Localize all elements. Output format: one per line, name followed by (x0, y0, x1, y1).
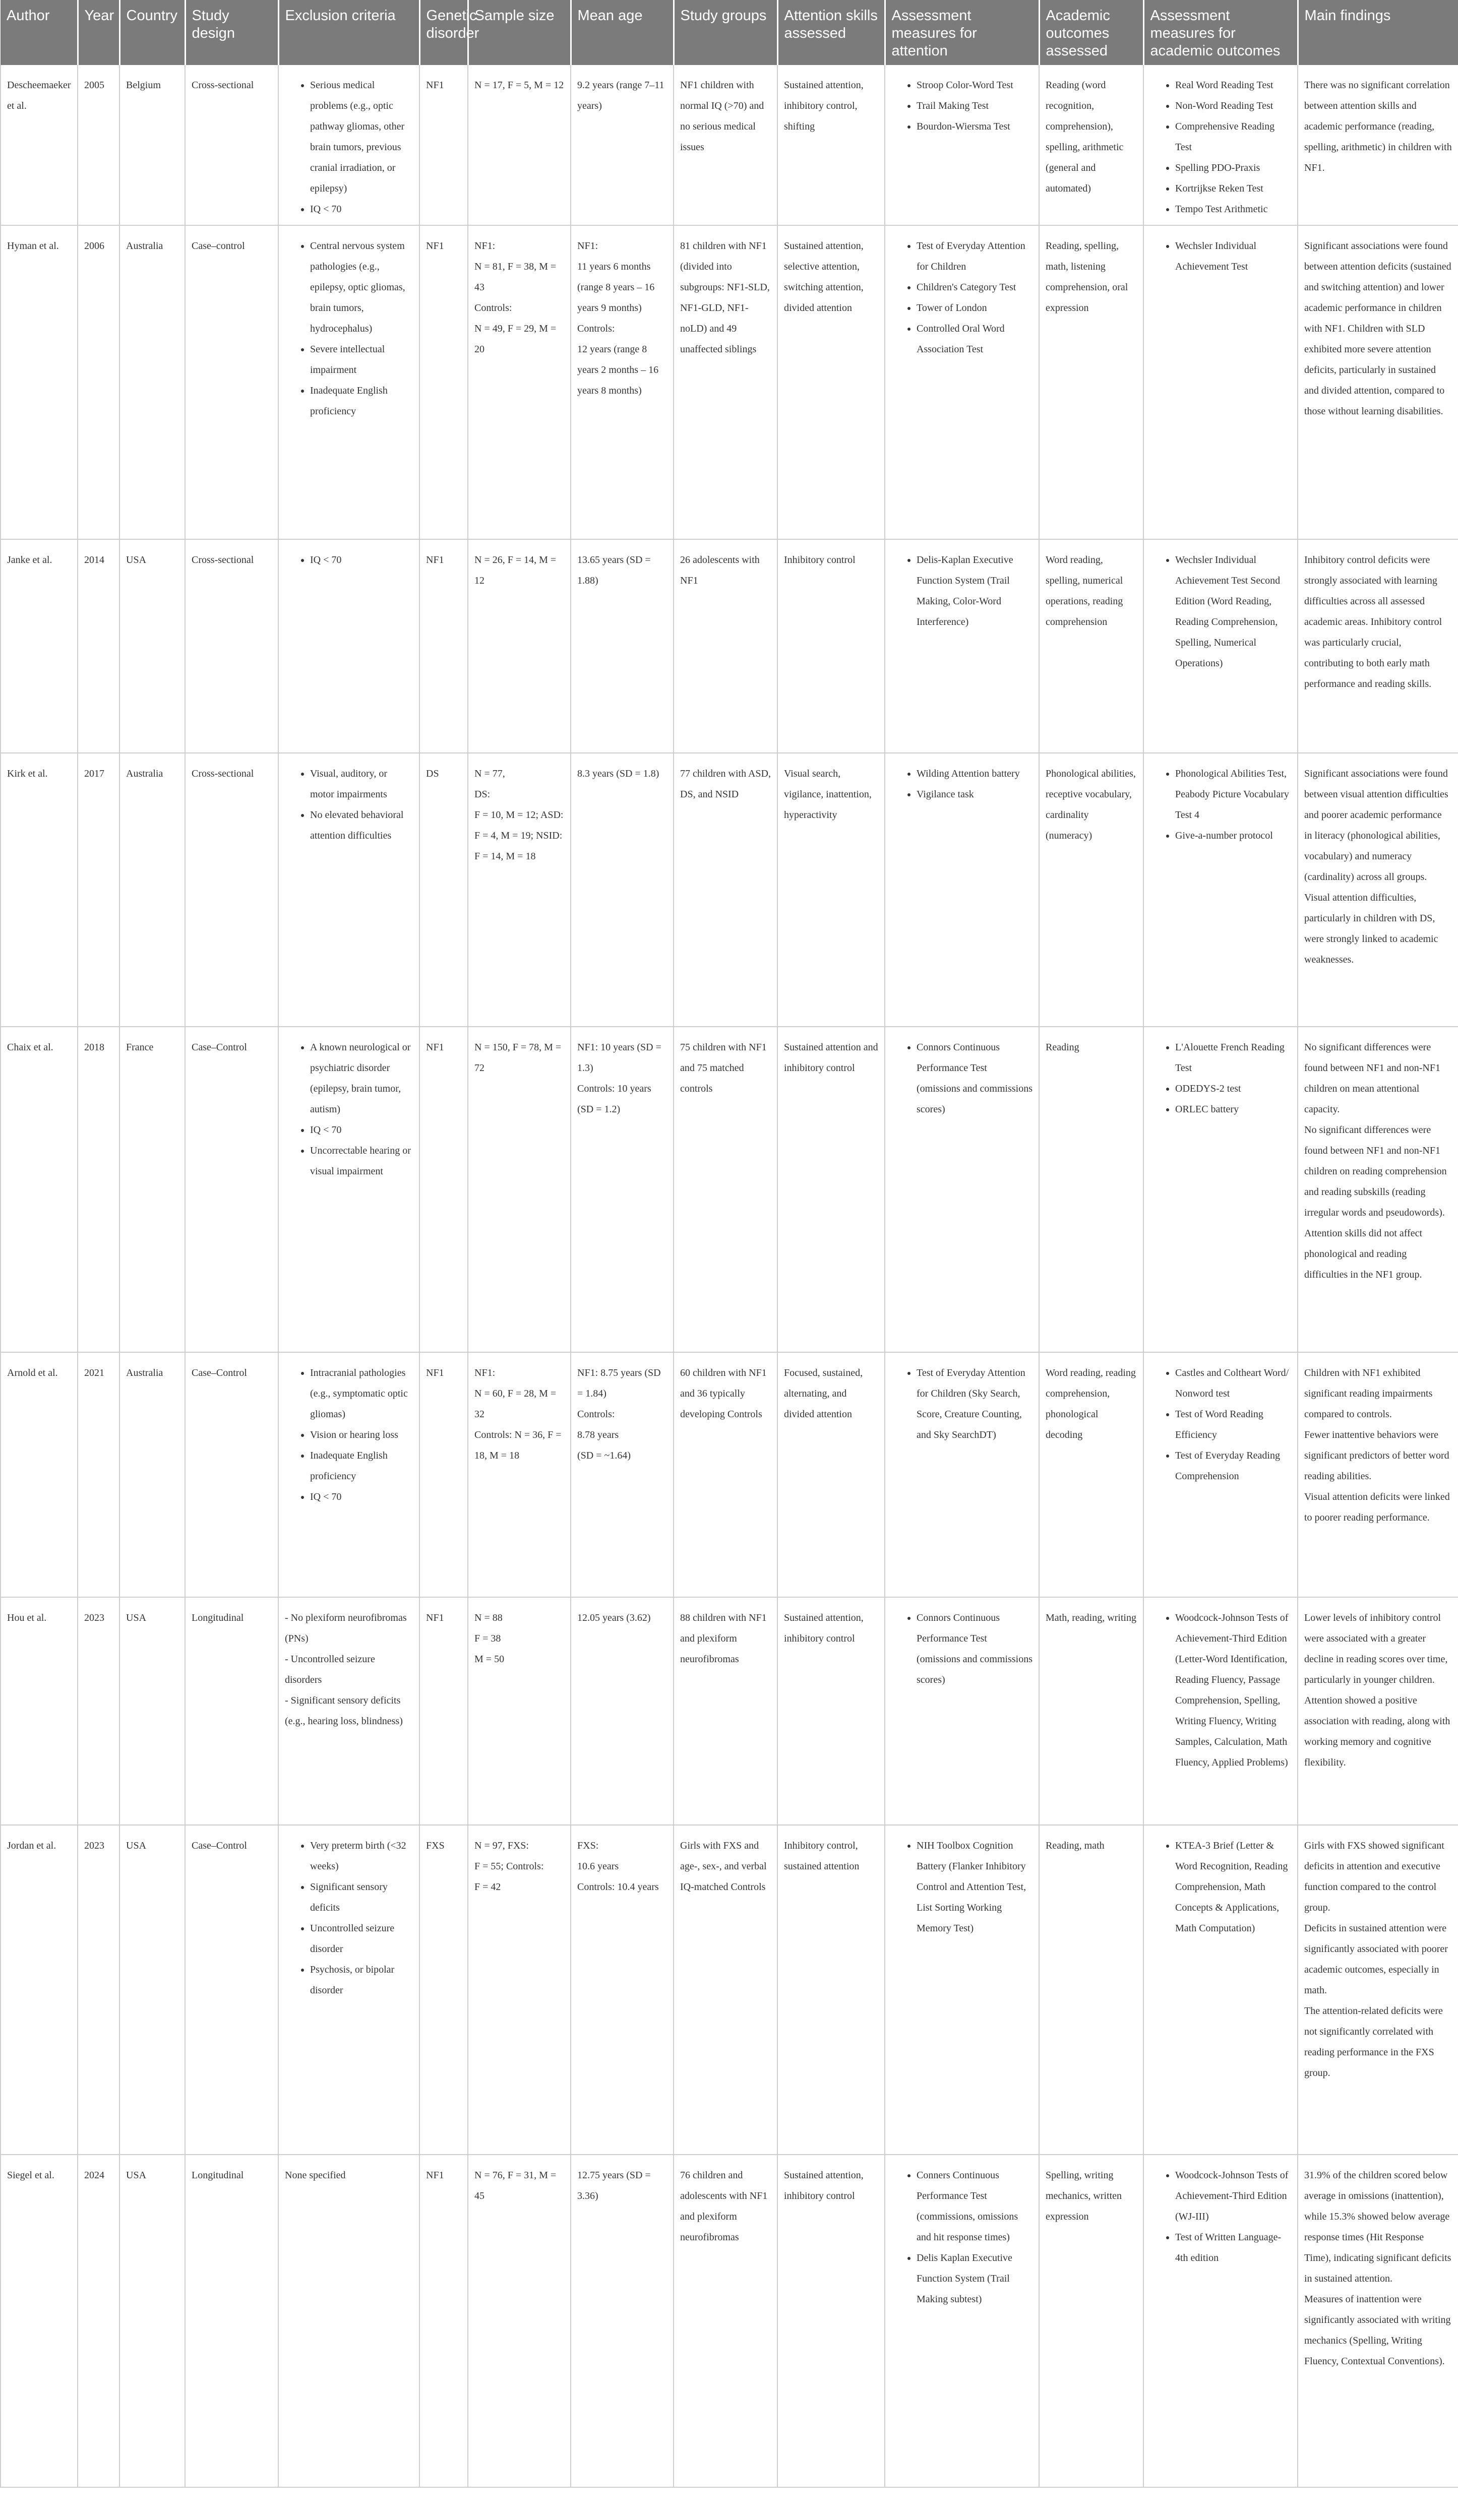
cell-year: 2023 (78, 1825, 119, 2155)
exclusion-item: • Uncorrectable hearing or visual impairment (310, 1141, 413, 1182)
cell-outcome-measures-item: • Castles and Coltheart Word/ Nonword test (1175, 1363, 1291, 1404)
cell-outcome-measures-item: • Non-Word Reading Test (1175, 96, 1291, 116)
exclusion-item: • A known neurological or psychiatric disorder (epilepsy, brain tumor, autism) (310, 1037, 413, 1120)
cell-attention-measures-item: • Controlled Oral Word Association Test (917, 319, 1032, 360)
exclusion-list (285, 75, 413, 220)
cell-mean-age (571, 225, 674, 539)
cell-sample-size-line: N = 26, F = 14, M = 12 (474, 554, 557, 586)
cell-outcome-measures-list (1150, 1037, 1291, 1120)
cell-year: 2017 (78, 753, 119, 1027)
cell-mean-age-line: Controls: 10 years (SD = 1.2) (577, 1083, 651, 1115)
cell-attention-measures-item: • Delis-Kaplan Executive Function System (Trail Making, Color-Word Interference) (917, 550, 1032, 633)
cell-main-findings (1298, 225, 1458, 539)
exclusion-item: • Significant sensory deficits (310, 1877, 413, 1918)
cell-study-groups: 26 adolescents with NF1 (674, 539, 777, 753)
exclusion-list (285, 550, 413, 571)
cell-main-findings-line: Attention showed a positive association with reading, along with working memory and cognitive flexibility. (1304, 1695, 1450, 1768)
exclusion-line: - Uncontrolled seizure disorders (285, 1654, 375, 1685)
cell-attention-measures-list (891, 75, 1032, 137)
cell-year: 2018 (78, 1027, 119, 1352)
cell-attention-measures-item: • Wilding Attention battery (917, 764, 1032, 784)
cell-author: Arnold et al. (1, 1352, 78, 1597)
cell-main-findings-line: Fewer inattentive behaviors were significant predictors of better word reading abilities. (1304, 1429, 1449, 1482)
cell-sample-size-line: F = 10, M = 12; ASD: (474, 809, 564, 821)
exclusion-list (285, 1836, 413, 2001)
cell-outcome-measures-item: • Comprehensive Reading Test (1175, 116, 1291, 158)
cell-attention-measures-item: • Conners Continuous Performance Test (commissions, omissions and hit response times) (917, 2165, 1032, 2248)
cell-academic-outcomes: Reading (1039, 1027, 1143, 1352)
cell-mean-age (571, 753, 674, 1027)
cell-outcome-measures-item: • Test of Written Language-4th edition (1175, 2227, 1291, 2269)
cell-academic-outcomes: Word reading, reading comprehension, phonological decoding (1039, 1352, 1143, 1597)
column-header-mean-age: Mean age (571, 0, 674, 65)
cell-country: USA (119, 1597, 185, 1825)
cell-outcome-measures-list (1150, 1363, 1291, 1487)
cell-country: USA (119, 2155, 185, 2487)
cell-study-design: Case–Control (185, 1825, 278, 2155)
cell-outcome-measures-item: • Phonological Abilities Test, Peabody Picture Vocabulary Test 4 (1175, 764, 1291, 826)
cell-outcome-measures (1143, 1597, 1298, 1825)
cell-author: Hou et al. (1, 1597, 78, 1825)
cell-sample-size (468, 1597, 571, 1825)
cell-main-findings (1298, 753, 1458, 1027)
cell-sample-size (468, 1352, 571, 1597)
column-header-year: Year (78, 0, 119, 65)
cell-outcome-measures-item: • L'Alouette French Reading Test (1175, 1037, 1291, 1079)
cell-outcome-measures-item: • Test of Everyday Reading Comprehension (1175, 1445, 1291, 1487)
cell-attention-skills: Sustained attention and inhibitory control (777, 1027, 885, 1352)
cell-sample-size (468, 1825, 571, 2155)
cell-mean-age-line: 12.75 years (SD = 3.36) (577, 2170, 651, 2201)
cell-study-design: Cross-sectional (185, 539, 278, 753)
cell-academic-outcomes: Reading (word recognition, comprehension), spelling, arithmetic (general and automated) (1039, 65, 1143, 225)
column-header-study-design: Study design (185, 0, 278, 65)
exclusion-item: • Inadequate English proficiency (310, 1445, 413, 1487)
cell-sample-size (468, 2155, 571, 2487)
cell-exclusion-criteria (278, 539, 419, 753)
cell-study-groups: 60 children with NF1 and 36 typically developing Controls (674, 1352, 777, 1597)
cell-attention-skills: Focused, sustained, alternating, and divided attention (777, 1352, 885, 1597)
cell-genetic-disorder: NF1 (419, 1352, 468, 1597)
cell-main-findings (1298, 1825, 1458, 2155)
cell-study-design: Case–control (185, 225, 278, 539)
cell-academic-outcomes: Reading, spelling, math, listening comprehension, oral expression (1039, 225, 1143, 539)
cell-sample-size-line: N = 76, F = 31, M = 45 (474, 2170, 557, 2201)
exclusion-item: • Vision or hearing loss (310, 1425, 413, 1445)
column-header-academic-outcomes: Academic outcomes assessed (1039, 0, 1143, 65)
cell-attention-measures (885, 1597, 1039, 1825)
cell-outcome-measures-item: • ORLEC battery (1175, 1099, 1291, 1120)
cell-mean-age-line: FXS: (577, 1840, 599, 1851)
cell-attention-measures-item: • Test of Everyday Attention for Children (917, 236, 1032, 277)
cell-mean-age-line: NF1: 10 years (SD = 1.3) (577, 1042, 661, 1074)
cell-outcome-measures (1143, 2155, 1298, 2487)
cell-exclusion-criteria (278, 1597, 419, 1825)
cell-study-groups: Girls with FXS and age-, sex-, and verbal IQ-matched Controls (674, 1825, 777, 2155)
cell-mean-age-line: 13.65 years (SD = 1.88) (577, 554, 651, 586)
cell-attention-measures-item: • Connors Continuous Performance Test (omissions and commissions scores) (917, 1037, 1032, 1120)
cell-study-design: Longitudinal (185, 1597, 278, 1825)
cell-attention-skills: Inhibitory control, sustained attention (777, 1825, 885, 2155)
cell-sample-size-line: F = 55; Controls: (474, 1861, 544, 1872)
exclusion-item: • Severe intellectual impairment (310, 339, 413, 381)
cell-sample-size-line: DS: (474, 789, 491, 800)
cell-main-findings-line: 31.9% of the children scored below average in omissions (inattention), while 15.3% showed below average response times (Hit Response Time), indicating significant deficits in sustained attention. (1304, 2170, 1451, 2284)
cell-main-findings-line: No significant differences were found between NF1 and non-NF1 children on mean attentional capacity. (1304, 1042, 1440, 1115)
cell-sample-size-line: N = 60, F = 28, M = 32 (474, 1388, 557, 1420)
cell-exclusion-criteria (278, 1352, 419, 1597)
exclusion-item: • IQ < 70 (310, 199, 413, 220)
cell-outcome-measures (1143, 65, 1298, 225)
column-header-attention-skills: Attention skills assessed (777, 0, 885, 65)
cell-main-findings-line: Girls with FXS showed significant deficits in attention and executive function compared to the control group. (1304, 1840, 1444, 1913)
exclusion-item: • Very preterm birth (<32 weeks) (310, 1836, 413, 1877)
cell-sample-size-line: NF1: (474, 1367, 496, 1378)
cell-sample-size (468, 65, 571, 225)
cell-mean-age (571, 539, 674, 753)
cell-attention-measures-item: • Delis Kaplan Executive Function System (Trail Making subtest) (917, 2248, 1032, 2310)
cell-academic-outcomes: Phonological abilities, receptive vocabulary, cardinality (numeracy) (1039, 753, 1143, 1027)
column-header-study-groups: Study groups (674, 0, 777, 65)
exclusion-list (285, 1363, 413, 1507)
cell-outcome-measures-item: • Woodcock-Johnson Tests of Achievement-Third Edition (Letter-Word Identification, Reading Fluency, Passage Comprehension, Spelling, Writing Fluency, Writing Samples, Calculation, Math Fluency, Applied Problems) (1175, 1608, 1291, 1773)
cell-study-design: Longitudinal (185, 2155, 278, 2487)
cell-exclusion-criteria (278, 65, 419, 225)
cell-sample-size-line: F = 42 (474, 1881, 501, 1893)
cell-author: Jordan et al. (1, 1825, 78, 2155)
cell-mean-age-line: NF1: (577, 240, 598, 251)
cell-outcome-measures-item: • Woodcock-Johnson Tests of Achievement-Third Edition (WJ-III) (1175, 2165, 1291, 2227)
column-header-outcome-measures: Assessment measures for academic outcomes (1143, 0, 1298, 65)
cell-genetic-disorder: NF1 (419, 539, 468, 753)
table-row (1, 1027, 1458, 1352)
cell-genetic-disorder: FXS (419, 1825, 468, 2155)
cell-attention-measures-list (891, 236, 1032, 360)
cell-outcome-measures (1143, 539, 1298, 753)
exclusion-line: None specified (285, 2170, 346, 2181)
cell-main-findings (1298, 1352, 1458, 1597)
table-row (1, 1352, 1458, 1597)
cell-mean-age (571, 65, 674, 225)
cell-exclusion-criteria (278, 1027, 419, 1352)
cell-outcome-measures-item: • Real Word Reading Test (1175, 75, 1291, 96)
table-row (1, 753, 1458, 1027)
cell-attention-measures-item: • NIH Toolbox Cognition Battery (Flanker Inhibitory Control and Attention Test, List Sorting Working Memory Test) (917, 1836, 1032, 1939)
cell-genetic-disorder: NF1 (419, 65, 468, 225)
column-header-exclusion-criteria: Exclusion criteria (278, 0, 419, 65)
cell-attention-measures (885, 753, 1039, 1027)
cell-mean-age-line: 11 years 6 months (range 8 years – 16 years 9 months) (577, 261, 655, 313)
cell-country: Australia (119, 225, 185, 539)
cell-main-findings-line: Inhibitory control deficits were strongly associated with learning difficulties across all assessed academic areas. Inhibitory control was particularly crucial, contributing to both early math performance and reading skills. (1304, 554, 1442, 689)
cell-main-findings-line: Visual attention difficulties, particularly in children with DS, were strongly linked to academic weaknesses. (1304, 892, 1438, 965)
column-header-sample-size: Sample size (468, 0, 571, 65)
cell-attention-measures (885, 1027, 1039, 1352)
exclusion-line: - Significant sensory deficits (e.g., hearing loss, blindness) (285, 1695, 403, 1727)
cell-attention-skills: Sustained attention, inhibitory control (777, 2155, 885, 2487)
cell-study-design: Cross-sectional (185, 65, 278, 225)
cell-academic-outcomes: Reading, math (1039, 1825, 1143, 2155)
cell-mean-age-line: Controls: 10.4 years (577, 1881, 659, 1893)
cell-year: 2005 (78, 65, 119, 225)
exclusion-item: • Uncontrolled seizure disorder (310, 1918, 413, 1960)
cell-country: USA (119, 539, 185, 753)
table-row (1, 2155, 1458, 2487)
cell-genetic-disorder: NF1 (419, 225, 468, 539)
cell-attention-measures-list (891, 1037, 1032, 1120)
cell-study-groups: 88 children with NF1 and plexiform neurofibromas (674, 1597, 777, 1825)
cell-exclusion-criteria (278, 1825, 419, 2155)
cell-attention-measures (885, 539, 1039, 753)
exclusion-item: • Intracranial pathologies (e.g., symptomatic optic gliomas) (310, 1363, 413, 1425)
cell-author: Descheemaeker et al. (1, 65, 78, 225)
cell-country: Belgium (119, 65, 185, 225)
cell-main-findings-line: Significant associations were found between visual attention difficulties and poorer academic performance in literacy (phonological abilities, vocabulary) and numeracy (cardinality) across all groups. (1304, 768, 1448, 883)
cell-sample-size-line: N = 17, F = 5, M = 12 (474, 80, 564, 91)
cell-mean-age (571, 1825, 674, 2155)
cell-attention-skills: Inhibitory control (777, 539, 885, 753)
cell-mean-age (571, 1352, 674, 1597)
cell-outcome-measures-item: • Wechsler Individual Achievement Test Second Edition (Word Reading, Reading Comprehension, Spelling, Numerical Operations) (1175, 550, 1291, 674)
column-header-attention-measures: Assessment measures for attention (885, 0, 1039, 65)
cell-mean-age-line: 12 years (range 8 years 2 months – 16 years 8 months) (577, 344, 659, 396)
cell-study-groups: 77 children with ASD, DS, and NSID (674, 753, 777, 1027)
cell-study-groups: 81 children with NF1 (divided into subgroups: NF1-SLD, NF1-GLD, NF1-noLD) and 49 unaffected siblings (674, 225, 777, 539)
cell-genetic-disorder: DS (419, 753, 468, 1027)
table-body (1, 65, 1458, 2487)
cell-academic-outcomes: Spelling, writing mechanics, written expression (1039, 2155, 1143, 2487)
cell-country: USA (119, 1825, 185, 2155)
exclusion-item: • Serious medical problems (e.g., optic pathway gliomas, other brain tumors, previous cranial irradiation, or epilepsy) (310, 75, 413, 199)
cell-sample-size (468, 1027, 571, 1352)
table-row (1, 65, 1458, 225)
cell-outcome-measures-item: • ODEDYS-2 test (1175, 1079, 1291, 1099)
table-row (1, 539, 1458, 753)
cell-academic-outcomes: Math, reading, writing (1039, 1597, 1143, 1825)
cell-genetic-disorder: NF1 (419, 2155, 468, 2487)
cell-attention-measures-list (891, 764, 1032, 805)
cell-attention-skills: Sustained attention, inhibitory control, shifting (777, 65, 885, 225)
cell-outcome-measures-list (1150, 1608, 1291, 1773)
cell-outcome-measures-item: • Tempo Test Arithmetic (1175, 199, 1291, 220)
exclusion-item: • IQ < 70 (310, 1120, 413, 1141)
cell-author: Hyman et al. (1, 225, 78, 539)
cell-attention-skills: Visual search, vigilance, inattention, hyperactivity (777, 753, 885, 1027)
cell-outcome-measures-item: • Give-a-number protocol (1175, 826, 1291, 846)
cell-sample-size-line: M = 50 (474, 1654, 505, 1665)
table-row (1, 1597, 1458, 1825)
cell-main-findings-line: Significant associations were found between attention deficits (sustained and switching attention) and lower academic performance in children with NF1. Children with SLD exhibited more severe attention deficits, particularly in sustained and divided attention, compared to those without learning disabilities. (1304, 240, 1451, 417)
cell-mean-age-line: 8.3 years (SD = 1.8) (577, 768, 659, 779)
cell-year: 2006 (78, 225, 119, 539)
cell-sample-size-line: N = 77, (474, 768, 505, 779)
cell-mean-age-line: 9.2 years (range 7–11 years) (577, 80, 664, 111)
cell-main-findings (1298, 1027, 1458, 1352)
exclusion-list (285, 1037, 413, 1182)
cell-exclusion-criteria (278, 2155, 419, 2487)
cell-mean-age-line: 10.6 years (577, 1861, 619, 1872)
exclusion-item: • Central nervous system pathologies (e.g., epilepsy, optic gliomas, brain tumors, hydrocephalus) (310, 236, 413, 339)
cell-main-findings-line: Visual attention deficits were linked to poorer reading performance. (1304, 1491, 1450, 1523)
cell-outcome-measures-list (1150, 1836, 1291, 1939)
exclusion-item: • IQ < 70 (310, 550, 413, 571)
cell-mean-age-line: NF1: 8.75 years (SD = 1.84) (577, 1367, 661, 1399)
cell-sample-size (468, 539, 571, 753)
cell-main-findings-line: Measures of inattention were significantly associated with writing mechanics (Spelling, Writing Fluency, Contextual Conventions). (1304, 2294, 1451, 2367)
cell-study-groups: NF1 children with normal IQ (>70) and no serious medical issues (674, 65, 777, 225)
cell-mean-age (571, 2155, 674, 2487)
cell-outcome-measures-list (1150, 550, 1291, 674)
exclusion-item: • No elevated behavioral attention difficulties (310, 805, 413, 846)
cell-attention-measures-item: • Bourdon-Wiersma Test (917, 116, 1032, 137)
cell-mean-age-line: (SD = ~1.64) (577, 1450, 631, 1461)
cell-outcome-measures-list (1150, 75, 1291, 220)
cell-main-findings-line: The attention-related deficits were not significantly correlated with reading performance in the FXS group. (1304, 2005, 1443, 2078)
cell-attention-measures-item: • Test of Everyday Attention for Children (Sky Search, Score, Creature Counting, and Sky SearchDT) (917, 1363, 1032, 1445)
cell-attention-measures (885, 2155, 1039, 2487)
cell-outcome-measures (1143, 1352, 1298, 1597)
cell-attention-measures (885, 225, 1039, 539)
cell-genetic-disorder: NF1 (419, 1597, 468, 1825)
cell-sample-size (468, 225, 571, 539)
cell-genetic-disorder: NF1 (419, 1027, 468, 1352)
cell-mean-age-line: 8.78 years (577, 1429, 619, 1440)
cell-mean-age (571, 1027, 674, 1352)
cell-sample-size-line: Controls: (474, 302, 512, 313)
cell-attention-measures (885, 1352, 1039, 1597)
cell-attention-measures-list (891, 1836, 1032, 1939)
cell-main-findings-line: Children with NF1 exhibited significant reading impairments compared to controls. (1304, 1367, 1433, 1420)
exclusion-line: - No plexiform neurofibromas (PNs) (285, 1612, 407, 1644)
cell-attention-measures-list (891, 1363, 1032, 1445)
cell-attention-measures-item: • Tower of London (917, 298, 1032, 319)
cell-outcome-measures-list (1150, 764, 1291, 846)
cell-main-findings-line: There was no significant correlation between attention skills and academic performance (reading, spelling, arithmetic) in children with NF1. (1304, 80, 1452, 173)
cell-outcome-measures-item: • Test of Word Reading Efficiency (1175, 1404, 1291, 1445)
exclusion-item: • IQ < 70 (310, 1487, 413, 1507)
cell-author: Siegel et al. (1, 2155, 78, 2487)
cell-attention-measures-item: • Stroop Color-Word Test (917, 75, 1032, 96)
exclusion-item: • Psychosis, or bipolar disorder (310, 1960, 413, 2001)
cell-sample-size-line: N = 88 (474, 1612, 503, 1623)
column-header-main-findings: Main findings (1298, 0, 1458, 65)
cell-attention-measures-list (891, 2165, 1032, 2310)
cell-attention-measures-item: • Vigilance task (917, 784, 1032, 805)
cell-country: Australia (119, 753, 185, 1027)
cell-outcome-measures-item: • Wechsler Individual Achievement Test (1175, 236, 1291, 277)
column-header-genetic-disorder: Genetic disorder (419, 0, 468, 65)
cell-outcome-measures-list (1150, 236, 1291, 277)
cell-author: Janke et al. (1, 539, 78, 753)
cell-attention-skills: Sustained attention, inhibitory control (777, 1597, 885, 1825)
cell-mean-age-line: 12.05 years (3.62) (577, 1612, 651, 1623)
cell-sample-size-line: N = 81, F = 38, M = 43 (474, 261, 557, 293)
cell-attention-measures (885, 1825, 1039, 2155)
cell-mean-age-line: Controls: (577, 323, 615, 334)
exclusion-list (285, 236, 413, 422)
cell-main-findings (1298, 65, 1458, 225)
cell-outcome-measures-item: • KTEA-3 Brief (Letter & Word Recognition, Reading Comprehension, Math Concepts & Applications, Math Computation) (1175, 1836, 1291, 1939)
column-header-author: Author (1, 0, 78, 65)
cell-study-design: Cross-sectional (185, 753, 278, 1027)
cell-main-findings-line: No significant differences were found between NF1 and non-NF1 children on reading comprehension and reading subskills (reading irregular words and pseudowords). (1304, 1124, 1447, 1218)
cell-outcome-measures-list (1150, 2165, 1291, 2269)
cell-attention-measures-item: • Connors Continuous Performance Test (omissions and commissions scores) (917, 1608, 1032, 1690)
cell-author: Kirk et al. (1, 753, 78, 1027)
cell-outcome-measures (1143, 1825, 1298, 2155)
cell-main-findings (1298, 2155, 1458, 2487)
cell-mean-age (571, 1597, 674, 1825)
cell-exclusion-criteria (278, 225, 419, 539)
cell-sample-size-line: N = 97, FXS: (474, 1840, 529, 1851)
header-row (1, 0, 1458, 65)
cell-country: France (119, 1027, 185, 1352)
cell-academic-outcomes: Word reading, spelling, numerical operations, reading comprehension (1039, 539, 1143, 753)
table-row (1, 225, 1458, 539)
cell-study-design: Case–Control (185, 1352, 278, 1597)
cell-study-design: Case–Control (185, 1027, 278, 1352)
cell-country: Australia (119, 1352, 185, 1597)
column-header-country: Country (119, 0, 185, 65)
cell-year: 2024 (78, 2155, 119, 2487)
cell-year: 2023 (78, 1597, 119, 1825)
cell-exclusion-criteria (278, 753, 419, 1027)
cell-main-findings-line: Lower levels of inhibitory control were associated with a greater decline in reading scores over time, particularly in younger children. (1304, 1612, 1448, 1685)
cell-attention-measures-item: • Children's Category Test (917, 277, 1032, 298)
cell-sample-size-line: Controls: N = 36, F = 18, M = 18 (474, 1429, 562, 1461)
cell-sample-size-line: N = 49, F = 29, M = 20 (474, 323, 557, 355)
cell-sample-size-line: F = 4, M = 19; NSID: (474, 830, 563, 841)
cell-mean-age-line: Controls: (577, 1409, 615, 1420)
cell-attention-measures-list (891, 1608, 1032, 1690)
cell-sample-size-line: NF1: (474, 240, 496, 251)
cell-author: Chaix et al. (1, 1027, 78, 1352)
cell-year: 2014 (78, 539, 119, 753)
cell-main-findings (1298, 539, 1458, 753)
exclusion-item: • Inadequate English proficiency (310, 381, 413, 422)
cell-attention-measures-list (891, 550, 1032, 633)
cell-main-findings-line: Deficits in sustained attention were significantly associated with poorer academic outcomes, especially in math. (1304, 1923, 1448, 1996)
cell-sample-size-line: F = 38 (474, 1633, 501, 1644)
cell-year: 2021 (78, 1352, 119, 1597)
exclusion-list (285, 764, 413, 846)
cell-sample-size (468, 753, 571, 1027)
cell-outcome-measures-item: • Spelling PDO-Praxis (1175, 158, 1291, 178)
cell-outcome-measures (1143, 225, 1298, 539)
cell-outcome-measures-item: • Kortrijkse Reken Test (1175, 178, 1291, 199)
cell-outcome-measures (1143, 753, 1298, 1027)
table-row (1, 1825, 1458, 2155)
cell-attention-skills: Sustained attention, selective attention, switching attention, divided attention (777, 225, 885, 539)
cell-main-findings-line: Attention skills did not affect phonological and reading difficulties in the NF1 group. (1304, 1228, 1423, 1280)
cell-sample-size-line: N = 150, F = 78, M = 72 (474, 1042, 562, 1074)
cell-outcome-measures (1143, 1027, 1298, 1352)
cell-attention-measures-item: • Trail Making Test (917, 96, 1032, 116)
exclusion-item: • Visual, auditory, or motor impairments (310, 764, 413, 805)
cell-sample-size-line: F = 14, M = 18 (474, 851, 536, 862)
cell-main-findings (1298, 1597, 1458, 1825)
table-header (1, 0, 1458, 65)
cell-study-groups: 75 children with NF1 and 75 matched controls (674, 1027, 777, 1352)
cell-study-groups: 76 children and adolescents with NF1 and plexiform neurofibromas (674, 2155, 777, 2487)
cell-attention-measures (885, 65, 1039, 225)
